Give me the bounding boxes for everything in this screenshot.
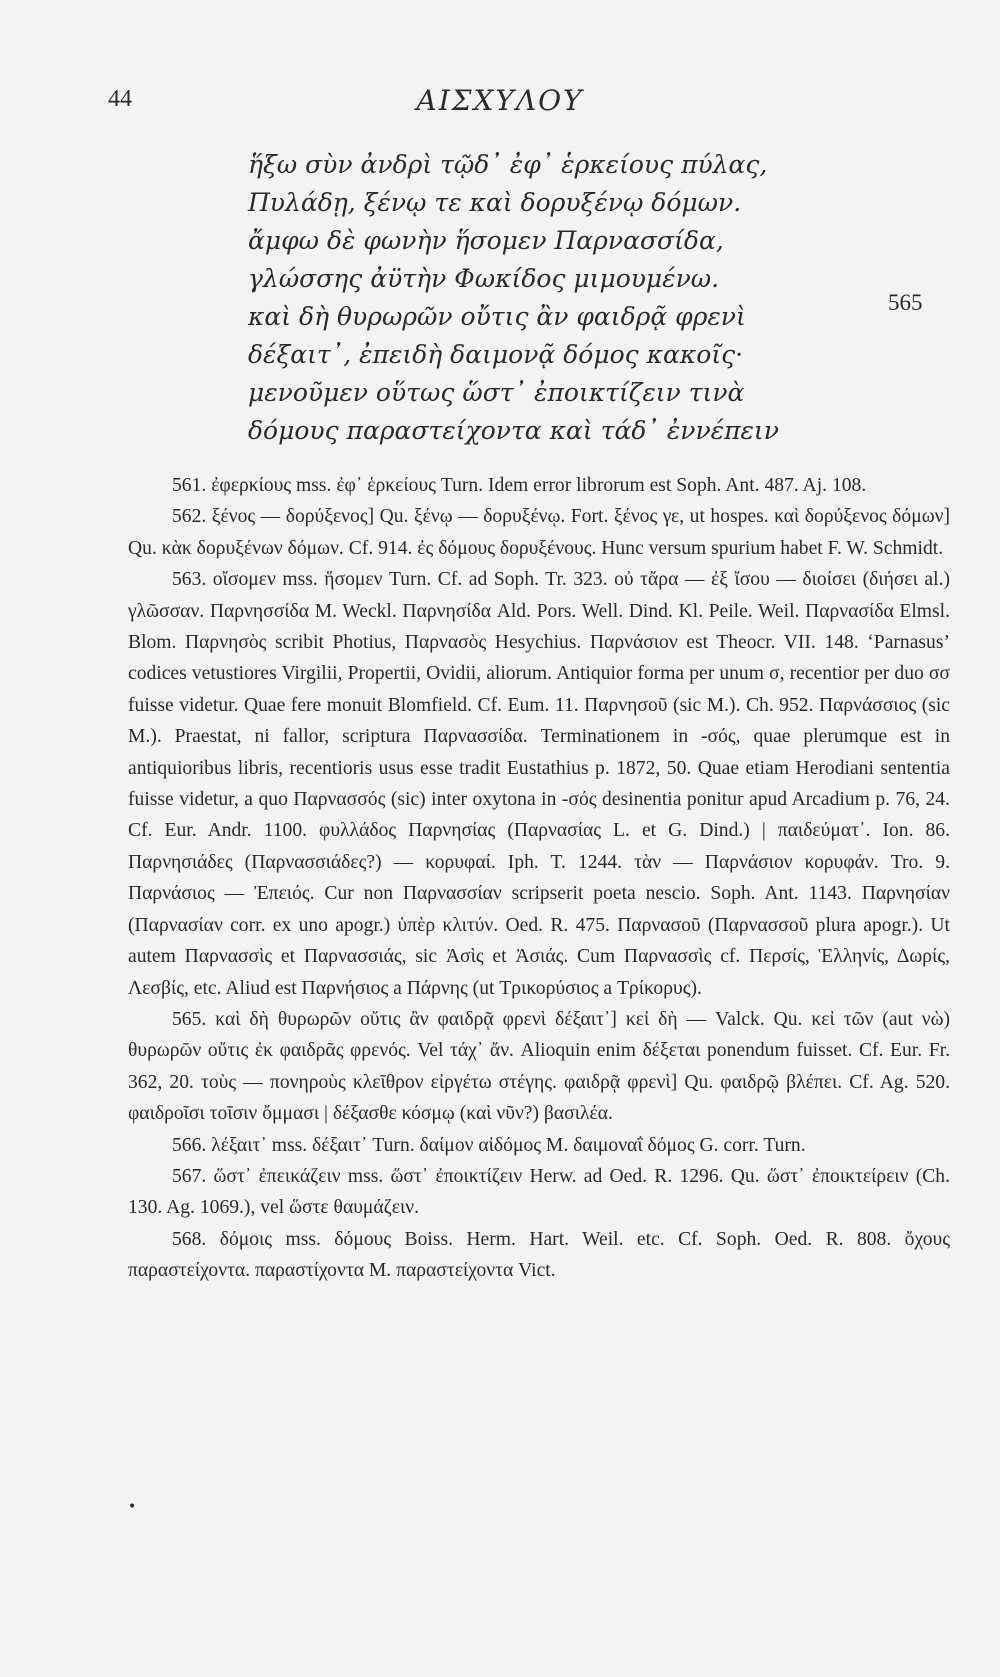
verse-line: μενοῦμεν οὕτως ὥστ᾽ ἐποικτίζειν τινὰ: [248, 378, 745, 407]
note-568: 568. δόμοις mss. δόμους Boiss. Herm. Hart. Weil. etc. Cf. Soph. Oed. R. 808. ὄχους παραστείχοντα. παραστίχοντα M. παραστείχοντα Vict.: [128, 1228, 950, 1282]
verse-line: γλώσσης ἀϋτὴν Φωκίδος μιμουμένω.: [248, 264, 720, 293]
note-562: 562. ξένος — δορύξενος] Qu. ξένῳ — δορυξένῳ. Fort. ξένος γε, ut hospes. καὶ δορύξενος δόμων] Qu. κὰκ δορυξένων δόμων. Cf. 914. ἐς δόμους δορυξένους. Hunc versum spurium habet F. W. Schmidt.: [128, 506, 950, 559]
verse-line-number: 565: [888, 290, 923, 315]
verse-line: ἥξω σὺν ἀνδρὶ τῷδ᾽ ἐφ᾽ ἑρκείους πύλας,: [248, 150, 768, 179]
note-567: 567. ὥστ᾽ ἐπεικάζειν mss. ὥστ᾽ ἐποικτίζειν Herw. ad Oed. R. 1296. Qu. ὥστ᾽ ἐποικτείρειν (Ch. 130. Ag. 1069.), vel ὥστε θαυμάζειν.: [128, 1165, 950, 1219]
verse-line: ἄμφω δὲ φωνὴν ἥσομεν Παρνασσίδα,: [248, 226, 724, 255]
verse-block: [248, 146, 868, 450]
note-566: 566. λέξαιτ᾽ mss. δέξαιτ᾽ Turn. δαίμον αἰδόμος M. δαιμοναΐ δόμος G. corr. Turn.: [172, 1134, 806, 1156]
printer-mark: •: [128, 1499, 137, 1515]
verse-line: Πυλάδῃ, ξένῳ τε καὶ δορυξένῳ δόμων.: [248, 188, 742, 217]
verse-line: δόμους παραστείχοντα καὶ τάδ᾽ ἐννέπειν: [248, 416, 779, 445]
note-563: 563. οἴσομεν mss. ἥσομεν Turn. Cf. ad Soph. Tr. 323. οὐ τἄρα — ἐξ ἴσου — διοίσει (διήσει al.) γλῶσσαν. Παρνησσίδα M. Weckl. Παρνησίδα Ald. Pors. Well. Dind. Kl. Peile. Weil. Παρνασίδα Elmsl. Blom. Παρνησὸς scribit Photius, Παρνασὸς Hesychius. Παρνάσιον est Theocr. VII. 148. ‘Parnasus’ codices vetustiores Virgilii, Propertii, Ovidii, aliorum. Antiquior forma per unum σ, recentior per duo σσ fuisse videtur. Quae fere monuit Blomfield. Cf. Eum. 11. Παρνησοῦ (sic M.). Ch. 952. Παρνάσσιος (sic M.). Praestat, ni fallor, scriptura Παρνασσίδα. Terminationem in -σός, quae plerumque est in antiquioribus libris, recentioris usus esse tradit Eustathius p. 1872, 50. Quae etiam Herodiani sententia fuisse videtur, a quo Παρνασσός (sic) inter oxytona in -σός desinentia ponitur apud Arcadium p. 76, 24. Cf. Eur. Andr. 1100. φυλλάδος Παρνησίας (Παρνασίας L. et G. Dind.) | παιδεύματ᾽. Ion. 86. Παρνησιάδες (Παρνασσιάδες?) — κορυφαί. Iph. T. 1244. τὰν — Παρνάσιον κορυφάν. Tro. 9. Παρνάσιος — Ἐπειός. Cur non Παρνασσίαν scripserit poeta nescio. Soph. Ant. 1143. Παρνησίαν (Παρνασίαν corr. ex uno apogr.) ὑπὲρ κλιτύν. Oed. R. 475. Παρνασοῦ (Παρνασσοῦ plura apogr.). Ut autem Παρνασσὶς et Παρνασσιάς, sic Ἀσὶς et Ἀσιάς. Cum Παρνασσὶς cf. Περσίς, Ἑλληνίς, Δωρίς, Λεσβίς, etc. Aliud est Παρνήσιος a Πάρνης (ut Τρικορύσιος a Τρίκορυς).: [128, 569, 950, 999]
verse-line: δέξαιτ᾽, ἐπειδὴ δαιμονᾷ δόμος κακοῖς·: [248, 340, 744, 369]
page-number: 44: [108, 86, 132, 112]
note-561: 561. ἐφερκίους mss. ἐφ᾽ ἑρκείους Turn. Idem error librorum est Soph. Ant. 487. Aj. 108.: [172, 475, 867, 496]
verse-line: καὶ δὴ θυρωρῶν οὔτις ἂν φαιδρᾷ φρενὶ: [248, 302, 746, 331]
critical-apparatus: [128, 470, 950, 1287]
note-565: 565. καὶ δὴ θυρωρῶν οὔτις ἂν φαιδρᾷ φρενὶ δέξαιτ᾽] κεἰ δὴ — Valck. Qu. κεἰ τῶν (aut νὼ) θυρωρῶν οὔτις ἐκ φαιδρᾶς φρενός. Vel τάχ᾽ ἄν. Alioquin enim δέξεται ponendum fuisset. Cf. Eur. Fr. 362, 20. τοὺς — πονηροὺς κλεῖθρον εἰργέτω στέγης. φαιδρᾷ φρενὶ] Qu. φαιδρῷ βλέπει. Cf. Ag. 520. φαιδροῖσι τοῖσιν ὄμμασι | δέξασθε κόσμῳ (καὶ νῦν?) βασιλέα.: [128, 1008, 950, 1125]
running-title: ΑΙΣΧΥΛΟΥ: [416, 84, 584, 117]
